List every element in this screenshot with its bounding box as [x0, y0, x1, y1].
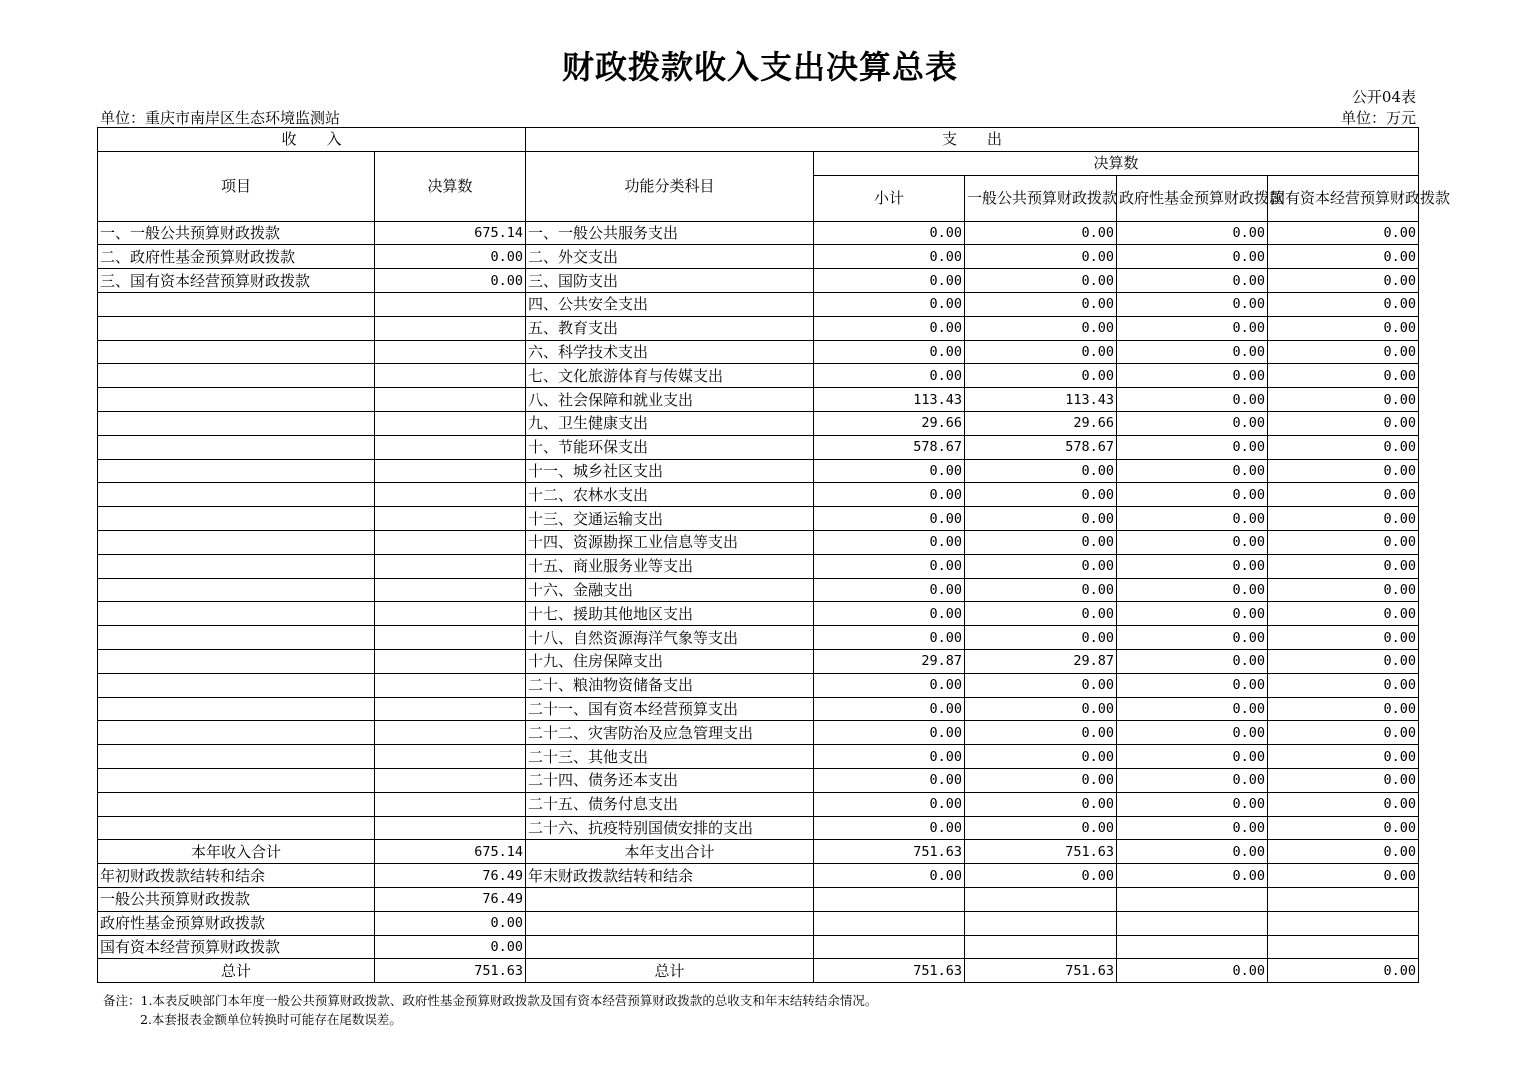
budget-summary-table [97, 127, 1451, 983]
income-amount [375, 602, 526, 626]
expense-total-general: 751.63 [965, 959, 1117, 983]
gov-fund-value: 0.00 [1117, 792, 1268, 816]
gov-fund-value: 0.00 [1117, 578, 1268, 602]
empty-cell [1268, 887, 1419, 911]
note-2: 2.本套报表金额单位转换时可能存在尾数误差。 [140, 1012, 402, 1027]
gov-fund-value: 0.00 [1117, 459, 1268, 483]
state-capital-value: 0.00 [1268, 626, 1419, 650]
gov-fund-value: 0.00 [1117, 816, 1268, 840]
expense-item: 十四、资源勘探工业信息等支出 [526, 530, 814, 554]
income-amount [375, 721, 526, 745]
income-item [98, 626, 375, 650]
general-budget-value: 0.00 [965, 316, 1117, 340]
gov-fund-value: 0.00 [1117, 316, 1268, 340]
money-unit: 单位：万元 [1340, 109, 1416, 127]
gov-fund-value: 0.00 [1117, 673, 1268, 697]
state-capital-value: 0.00 [1268, 483, 1419, 507]
expense-item: 二十、粮油物资储备支出 [526, 673, 814, 697]
general-budget-value: 0.00 [965, 578, 1117, 602]
general-budget-value: 0.00 [965, 721, 1117, 745]
table-row [98, 673, 1419, 697]
general-budget-header: 一般公共预算财政拨款 [965, 175, 1117, 221]
subtotal-value: 0.00 [814, 530, 965, 554]
income-item: 三、国有资本经营预算财政拨款 [98, 269, 375, 293]
expense-item: 三、国防支出 [526, 269, 814, 293]
income-item [98, 768, 375, 792]
general-budget-value: 29.66 [965, 411, 1117, 435]
income-amount [375, 388, 526, 412]
income-item [98, 697, 375, 721]
begin-carryover-label: 年初财政拨款结转和结余 [98, 864, 375, 888]
subtotal-value: 0.00 [814, 269, 965, 293]
subtotal-value: 0.00 [814, 602, 965, 626]
income-amount: 675.14 [375, 221, 526, 245]
func-class-header: 功能分类科目 [526, 151, 814, 221]
state-capital-value: 0.00 [1268, 697, 1419, 721]
expense-item: 十三、交通运输支出 [526, 507, 814, 531]
expense-item: 十六、金融支出 [526, 578, 814, 602]
state-capital-value: 0.00 [1268, 221, 1419, 245]
income-item [98, 388, 375, 412]
state-capital-value: 0.00 [1268, 292, 1419, 316]
expense-item: 二十一、国有资本经营预算支出 [526, 697, 814, 721]
income-amount [375, 745, 526, 769]
subtotal-value: 0.00 [814, 554, 965, 578]
subtotal-value: 0.00 [814, 816, 965, 840]
income-item [98, 316, 375, 340]
income-amount: 0.00 [375, 245, 526, 269]
income-item [98, 602, 375, 626]
expense-item: 十八、自然资源海洋气象等支出 [526, 626, 814, 650]
state-capital-value: 0.00 [1268, 721, 1419, 745]
table-row [98, 721, 1419, 745]
year-expense-state-capital: 0.00 [1268, 840, 1419, 864]
income-amount [375, 459, 526, 483]
income-amount: 0.00 [375, 269, 526, 293]
general-budget-value: 0.00 [965, 507, 1117, 531]
general-budget-value: 0.00 [965, 459, 1117, 483]
subtotal-value: 29.66 [814, 411, 965, 435]
end-carryover-label: 年末财政拨款结转和结余 [526, 864, 814, 888]
general-budget-value: 0.00 [965, 697, 1117, 721]
gov-fund-value: 0.00 [1117, 435, 1268, 459]
year-income-label: 本年收入合计 [98, 840, 375, 864]
state-capital-value: 0.00 [1268, 554, 1419, 578]
income-item [98, 578, 375, 602]
gov-fund-value: 0.00 [1117, 245, 1268, 269]
expense-item: 十一、城乡社区支出 [526, 459, 814, 483]
income-amount [375, 483, 526, 507]
general-budget-value: 0.00 [965, 245, 1117, 269]
general-budget-value: 0.00 [965, 340, 1117, 364]
table-row [98, 340, 1419, 364]
amount-header: 决算数 [375, 151, 526, 221]
income-amount [375, 792, 526, 816]
gov-fund-value: 0.00 [1117, 721, 1268, 745]
subtotal-value: 0.00 [814, 364, 965, 388]
end-carryover-gov-fund: 0.00 [1117, 864, 1268, 888]
general-budget-value: 0.00 [965, 792, 1117, 816]
table-row [98, 483, 1419, 507]
gov-fund-value: 0.00 [1117, 602, 1268, 626]
table-row [98, 411, 1419, 435]
general-budget-value: 0.00 [965, 530, 1117, 554]
general-budget-value: 29.87 [965, 649, 1117, 673]
income-amount [375, 411, 526, 435]
expense-item: 十七、援助其他地区支出 [526, 602, 814, 626]
income-item [98, 745, 375, 769]
gov-fund-value: 0.00 [1117, 269, 1268, 293]
end-carryover-state-capital: 0.00 [1268, 864, 1419, 888]
begin-gov-fund-value: 0.00 [375, 911, 526, 935]
empty-cell [965, 935, 1117, 959]
table-row [98, 364, 1419, 388]
expense-item: 七、文化旅游体育与传媒支出 [526, 364, 814, 388]
year-expense-general: 751.63 [965, 840, 1117, 864]
general-budget-value: 0.00 [965, 602, 1117, 626]
gov-fund-value: 0.00 [1117, 221, 1268, 245]
gov-fund-value: 0.00 [1117, 554, 1268, 578]
expense-item: 二十六、抗疫特别国债安排的支出 [526, 816, 814, 840]
state-capital-value: 0.00 [1268, 530, 1419, 554]
income-amount [375, 768, 526, 792]
carryover-detail-row [98, 887, 1419, 911]
table-row [98, 554, 1419, 578]
income-amount [375, 292, 526, 316]
income-item [98, 554, 375, 578]
empty-cell [965, 911, 1117, 935]
income-amount [375, 554, 526, 578]
gov-fund-value: 0.00 [1117, 626, 1268, 650]
income-amount [375, 364, 526, 388]
income-item [98, 364, 375, 388]
end-carryover-subtotal: 0.00 [814, 864, 965, 888]
table-row [98, 768, 1419, 792]
gov-fund-value: 0.00 [1117, 530, 1268, 554]
income-amount [375, 530, 526, 554]
general-budget-value: 578.67 [965, 435, 1117, 459]
begin-state-capital-label: 国有资本经营预算财政拨款 [98, 935, 375, 959]
year-expense-subtotal: 751.63 [814, 840, 965, 864]
gov-fund-value: 0.00 [1117, 649, 1268, 673]
general-budget-value: 0.00 [965, 364, 1117, 388]
subtotal-value: 0.00 [814, 459, 965, 483]
subtotal-value: 578.67 [814, 435, 965, 459]
expense-item: 四、公共安全支出 [526, 292, 814, 316]
subtotal-value: 0.00 [814, 745, 965, 769]
subtotal-value: 113.43 [814, 388, 965, 412]
state-capital-header: 国有资本经营预算财政拨款 [1268, 175, 1419, 221]
subtotal-value: 0.00 [814, 792, 965, 816]
expense-item: 十五、商业服务业等支出 [526, 554, 814, 578]
general-budget-value: 0.00 [965, 554, 1117, 578]
expense-item: 八、社会保障和就业支出 [526, 388, 814, 412]
expense-item: 六、科学技术支出 [526, 340, 814, 364]
income-item [98, 816, 375, 840]
income-item [98, 507, 375, 531]
state-capital-value: 0.00 [1268, 411, 1419, 435]
empty-cell [526, 911, 814, 935]
income-item: 一、一般公共预算财政拨款 [98, 221, 375, 245]
income-amount [375, 578, 526, 602]
expense-item: 二十二、灾害防治及应急管理支出 [526, 721, 814, 745]
form-code: 公开04表 [1351, 88, 1416, 106]
income-amount [375, 673, 526, 697]
subtotal-value: 0.00 [814, 245, 965, 269]
expense-item: 十二、农林水支出 [526, 483, 814, 507]
table-row [98, 697, 1419, 721]
empty-cell [814, 911, 965, 935]
subtotal-value: 0.00 [814, 721, 965, 745]
empty-cell [1117, 911, 1268, 935]
page-title: 财政拨款收入支出决算总表 [561, 48, 958, 86]
income-header: 收 入 [98, 128, 526, 152]
income-amount [375, 649, 526, 673]
table-row [98, 507, 1419, 531]
table-row [98, 245, 1419, 269]
subtotal-value: 0.00 [814, 768, 965, 792]
general-budget-value: 0.00 [965, 483, 1117, 507]
subtotal-value: 0.00 [814, 316, 965, 340]
state-capital-value: 0.00 [1268, 364, 1419, 388]
expense-total-gov-fund: 0.00 [1117, 959, 1268, 983]
table-row [98, 459, 1419, 483]
expense-total-state-capital: 0.00 [1268, 959, 1419, 983]
expense-item: 二十五、债务付息支出 [526, 792, 814, 816]
expense-item: 二十三、其他支出 [526, 745, 814, 769]
expense-total-subtotal: 751.63 [814, 959, 965, 983]
begin-general-value: 76.49 [375, 887, 526, 911]
table-row [98, 745, 1419, 769]
income-amount [375, 626, 526, 650]
table-row [98, 388, 1419, 412]
income-item [98, 673, 375, 697]
gov-fund-value: 0.00 [1117, 411, 1268, 435]
gov-fund-value: 0.00 [1117, 340, 1268, 364]
year-expense-label: 本年支出合计 [526, 840, 814, 864]
end-carryover-general: 0.00 [965, 864, 1117, 888]
grand-total-row [98, 959, 1419, 983]
expense-item: 二十四、债务还本支出 [526, 768, 814, 792]
income-item [98, 292, 375, 316]
table-row [98, 626, 1419, 650]
table-row [98, 792, 1419, 816]
table-row [98, 649, 1419, 673]
subtotal-value: 0.00 [814, 673, 965, 697]
income-item [98, 721, 375, 745]
empty-cell [526, 935, 814, 959]
subtotal-value: 0.00 [814, 340, 965, 364]
table-row [98, 816, 1419, 840]
carryover-row [98, 864, 1419, 888]
subtotal-value: 0.00 [814, 292, 965, 316]
general-budget-value: 0.00 [965, 816, 1117, 840]
state-capital-value: 0.00 [1268, 459, 1419, 483]
general-budget-value: 0.00 [965, 768, 1117, 792]
state-capital-value: 0.00 [1268, 316, 1419, 340]
subtotal-value: 0.00 [814, 578, 965, 602]
year-income-value: 675.14 [375, 840, 526, 864]
table-row [98, 435, 1419, 459]
unit-name: 单位：重庆市南岸区生态环境监测站 [100, 109, 341, 127]
income-item [98, 792, 375, 816]
state-capital-value: 0.00 [1268, 792, 1419, 816]
state-capital-value: 0.00 [1268, 269, 1419, 293]
income-amount [375, 435, 526, 459]
empty-cell [814, 935, 965, 959]
table-row [98, 269, 1419, 293]
income-item [98, 483, 375, 507]
income-item [98, 435, 375, 459]
state-capital-value: 0.00 [1268, 649, 1419, 673]
state-capital-value: 0.00 [1268, 388, 1419, 412]
empty-cell [1268, 935, 1419, 959]
table-row [98, 578, 1419, 602]
carryover-detail-row [98, 911, 1419, 935]
state-capital-value: 0.00 [1268, 768, 1419, 792]
state-capital-value: 0.00 [1268, 245, 1419, 269]
state-capital-value: 0.00 [1268, 816, 1419, 840]
carryover-detail-row [98, 935, 1419, 959]
empty-cell [1268, 911, 1419, 935]
table-row [98, 316, 1419, 340]
final-amount-header: 决算数 [814, 151, 1419, 175]
expense-header: 支 出 [526, 128, 1419, 152]
subtotal-value: 0.00 [814, 483, 965, 507]
begin-gov-fund-label: 政府性基金预算财政拨款 [98, 911, 375, 935]
state-capital-value: 0.00 [1268, 745, 1419, 769]
empty-cell [526, 887, 814, 911]
table-row [98, 292, 1419, 316]
state-capital-value: 0.00 [1268, 507, 1419, 531]
income-amount [375, 697, 526, 721]
gov-fund-value: 0.00 [1117, 388, 1268, 412]
general-budget-value: 113.43 [965, 388, 1117, 412]
state-capital-value: 0.00 [1268, 578, 1419, 602]
subtotal-value: 0.00 [814, 626, 965, 650]
subtotal-value: 0.00 [814, 221, 965, 245]
table-row [98, 602, 1419, 626]
gov-fund-value: 0.00 [1117, 745, 1268, 769]
state-capital-value: 0.00 [1268, 435, 1419, 459]
expense-item: 二、外交支出 [526, 245, 814, 269]
subtotal-header: 小计 [814, 175, 965, 221]
subtotal-value: 0.00 [814, 697, 965, 721]
year-expense-gov-fund: 0.00 [1117, 840, 1268, 864]
table-row [98, 221, 1419, 245]
subtotal-value: 0.00 [814, 507, 965, 531]
empty-cell [965, 887, 1117, 911]
state-capital-value: 0.00 [1268, 673, 1419, 697]
income-item [98, 649, 375, 673]
gov-fund-value: 0.00 [1117, 292, 1268, 316]
begin-carryover-value: 76.49 [375, 864, 526, 888]
income-item: 二、政府性基金预算财政拨款 [98, 245, 375, 269]
income-item [98, 340, 375, 364]
gov-fund-value: 0.00 [1117, 697, 1268, 721]
expense-item: 一、一般公共服务支出 [526, 221, 814, 245]
income-amount [375, 340, 526, 364]
income-item [98, 530, 375, 554]
income-amount [375, 316, 526, 340]
general-budget-value: 0.00 [965, 221, 1117, 245]
general-budget-value: 0.00 [965, 292, 1117, 316]
income-amount [375, 816, 526, 840]
expense-item: 十九、住房保障支出 [526, 649, 814, 673]
table-row [98, 530, 1419, 554]
empty-cell [814, 887, 965, 911]
expense-item: 九、卫生健康支出 [526, 411, 814, 435]
income-total-value: 751.63 [375, 959, 526, 983]
income-item [98, 459, 375, 483]
empty-cell [1117, 935, 1268, 959]
empty-cell [1117, 887, 1268, 911]
state-capital-value: 0.00 [1268, 602, 1419, 626]
begin-general-label: 一般公共预算财政拨款 [98, 887, 375, 911]
begin-state-capital-value: 0.00 [375, 935, 526, 959]
general-budget-value: 0.00 [965, 745, 1117, 769]
general-budget-value: 0.00 [965, 673, 1117, 697]
gov-fund-header: 政府性基金预算财政拨款 [1117, 175, 1268, 221]
general-budget-value: 0.00 [965, 269, 1117, 293]
expense-item: 十、节能环保支出 [526, 435, 814, 459]
income-total-label: 总计 [98, 959, 375, 983]
gov-fund-value: 0.00 [1117, 768, 1268, 792]
state-capital-value: 0.00 [1268, 340, 1419, 364]
expense-item: 五、教育支出 [526, 316, 814, 340]
item-header: 项目 [98, 151, 375, 221]
income-amount [375, 507, 526, 531]
income-item [98, 411, 375, 435]
subtotal-value: 29.87 [814, 649, 965, 673]
gov-fund-value: 0.00 [1117, 364, 1268, 388]
gov-fund-value: 0.00 [1117, 507, 1268, 531]
year-total-row [98, 840, 1419, 864]
notes [103, 991, 877, 1029]
gov-fund-value: 0.00 [1117, 483, 1268, 507]
note-1: 备注：1.本表反映部门本年度一般公共预算财政拨款、政府性基金预算财政拨款及国有资本经营预算财政拨款的总收支和年末结转结余情况。 [103, 993, 878, 1008]
general-budget-value: 0.00 [965, 626, 1117, 650]
expense-total-label: 总计 [526, 959, 814, 983]
